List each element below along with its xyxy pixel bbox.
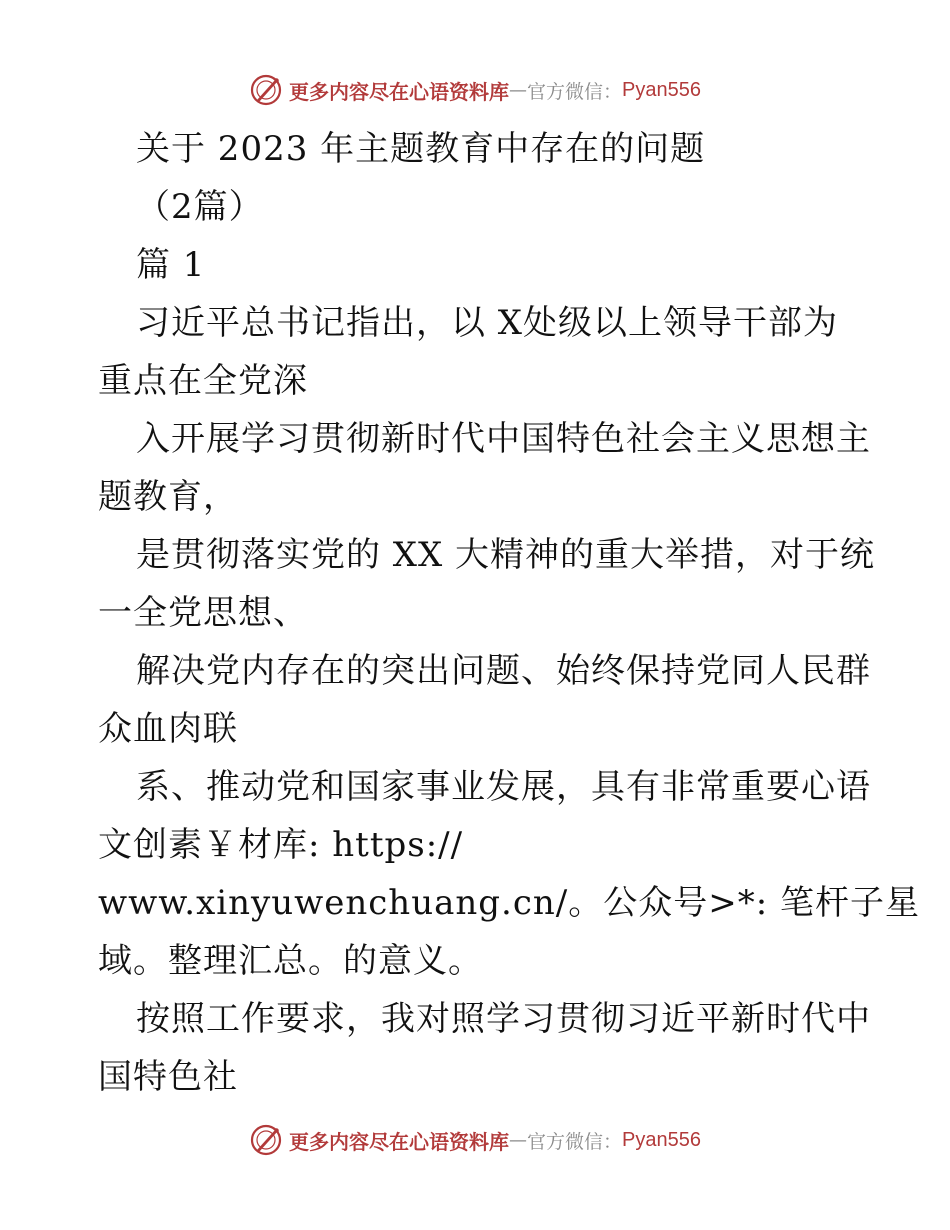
paragraph-line: 题教育， <box>98 477 238 517</box>
wechat-id: Pyan556 <box>622 78 701 101</box>
paragraph-line: 一全党思想、 <box>98 593 308 633</box>
brand-text: 更多内容尽在心语资料库 <box>289 79 509 104</box>
paragraph-line: 按照工作要求，我对照学习贯彻习近平新时代中 <box>136 999 871 1039</box>
paragraph-line: 文创素￥材库: https:// <box>98 825 464 865</box>
paragraph-line: 系、推动党和国家事业发展，具有非常重要心语 <box>136 767 871 807</box>
paragraph-line: 是贯彻落实党的 XX 大精神的重大举措，对于统 <box>136 535 876 575</box>
paragraph-line: 国特色社 <box>98 1057 238 1097</box>
wechat-label: 官方微信： <box>527 80 623 103</box>
footer-banner <box>0 1120 950 1160</box>
paragraph-line: www.xinyuwenchuang.cn/。公众号>*: 笔杆子星 <box>98 883 920 923</box>
document-subtitle: （2篇） <box>136 187 264 227</box>
section-label: 篇 1 <box>136 245 206 285</box>
quill-seal-icon <box>249 73 283 107</box>
wechat-id: Pyan556 <box>622 1128 701 1151</box>
paragraph-line: 入开展学习贯彻新时代中国特色社会主义思想主 <box>136 419 871 459</box>
banner-separator: — <box>509 79 527 101</box>
document-title: 关于 2023 年主题教育中存在的问题 <box>136 129 706 169</box>
paragraph-line: 习近平总书记指出，以 X处级以上领导干部为 <box>136 303 839 343</box>
wechat-label: 官方微信： <box>527 1130 623 1153</box>
paragraph-line: 众血肉联 <box>98 709 238 749</box>
header-banner <box>0 70 950 110</box>
quill-seal-icon <box>249 1123 283 1157</box>
document-body <box>98 120 920 1106</box>
brand-text: 更多内容尽在心语资料库 <box>289 1129 509 1154</box>
paragraph-line: 解决党内存在的突出问题、始终保持党同人民群 <box>136 651 871 691</box>
banner-separator: — <box>509 1129 527 1151</box>
paragraph-line: 重点在全党深 <box>98 361 308 401</box>
paragraph-line: 域。整理汇总。的意义。 <box>98 941 483 981</box>
